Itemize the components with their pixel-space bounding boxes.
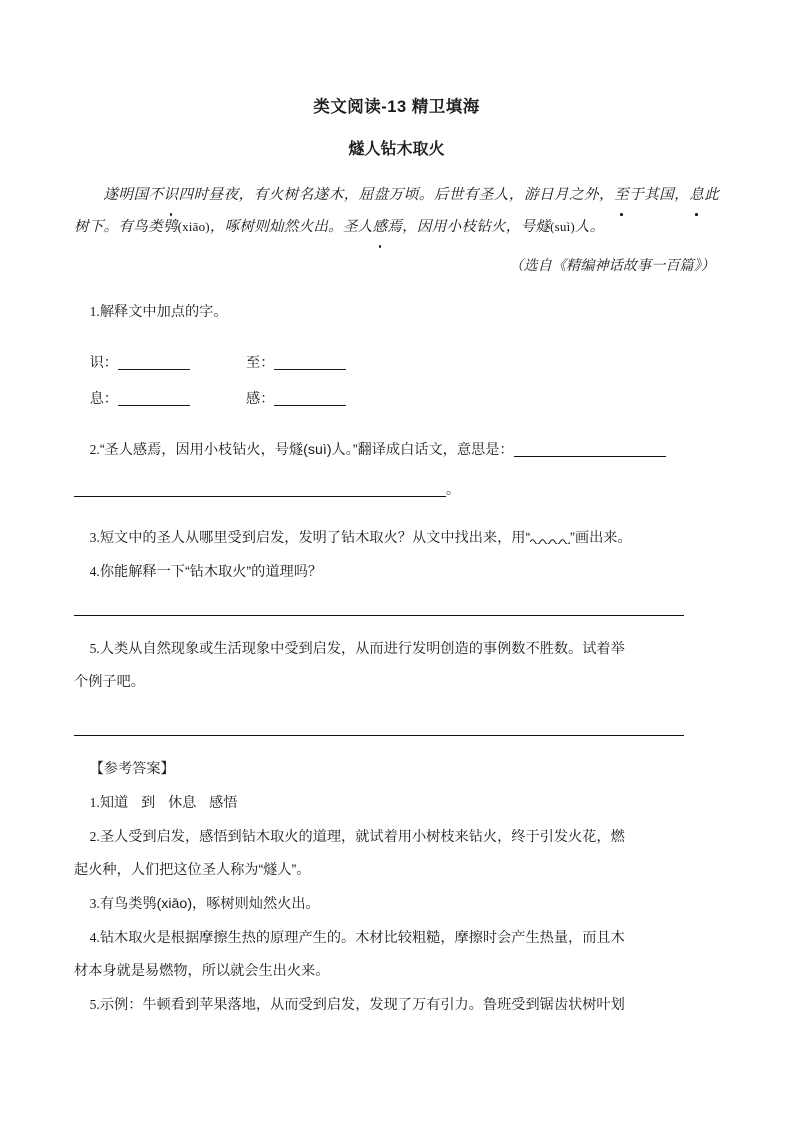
dotted-char-gan: 感 <box>373 211 388 243</box>
question-5-number: 5. <box>89 640 100 656</box>
dotted-char-zhi: 至 <box>614 179 629 211</box>
answer-4-line-2 <box>74 955 719 988</box>
question-2-end-punct: 。 <box>446 481 461 498</box>
answer-2-text-line-2: 起火种，人们把这位圣人称为“燧人”。 <box>74 861 311 878</box>
passage-segment-4: 此树下。有鸟类鸮 <box>74 186 720 235</box>
question-2-answer-line-2-row <box>74 467 719 505</box>
question-3 <box>74 521 719 555</box>
answer-4-line-1 <box>74 921 719 955</box>
blank-input-xi[interactable] <box>118 390 190 406</box>
blank-label-xi: 息： <box>89 390 118 407</box>
answer-1-item-3: 休息 <box>167 794 197 811</box>
answer-3-text: 有鸟类鸮(xiāo)，啄树则灿然火出。 <box>99 895 320 912</box>
answer-2-line-2 <box>74 854 719 887</box>
question-5-text-line-1: 人类从自然现象或生活现象中受到启发，从而进行发明创造的事例数不胜数。试着举 <box>99 640 625 657</box>
blank-label-zhi: 至： <box>246 354 275 371</box>
passage-segment-3: 于其国， <box>628 186 690 203</box>
question-2-number: 2. <box>89 441 100 457</box>
answer-3-number: 3. <box>89 895 100 911</box>
answer-1-number: 1. <box>89 794 100 810</box>
answer-blanks-row-2 <box>74 381 719 417</box>
answer-4-number: 4. <box>89 929 100 945</box>
blank-label-gan: 感： <box>246 390 275 407</box>
answer-2-number: 2. <box>89 828 100 844</box>
blank-input-shi[interactable] <box>118 354 190 370</box>
article-title: 燧人钻木取火 <box>348 140 445 158</box>
spacer <box>74 279 719 295</box>
question-1 <box>74 295 719 329</box>
blank-label-shi: 识： <box>89 354 118 371</box>
answer-2-line-1 <box>74 820 719 854</box>
question-2 <box>74 433 719 467</box>
answer-blanks-row-1 <box>74 345 719 381</box>
spacer <box>74 329 719 345</box>
pinyin-sui: (suì) <box>550 218 575 234</box>
answer-5-text-line-1: 示例：牛顿看到苹果落地，从而受到启发，发现了万有引力。鲁班受到锯齿状树叶划 <box>99 996 625 1013</box>
spacer <box>74 505 719 521</box>
spacer <box>74 736 719 752</box>
answer-1 <box>74 786 719 820</box>
passage-segment-1: 遂明国不 <box>103 186 164 203</box>
question-5-text-line-2: 个例子吧。 <box>74 673 145 690</box>
dotted-char-shi: 识 <box>164 179 179 211</box>
blank-input-gan[interactable] <box>274 390 346 406</box>
question-4 <box>74 555 719 589</box>
question-1-number: 1. <box>89 303 100 319</box>
spacer <box>74 417 719 433</box>
question-1-text: 解释文中加点的字。 <box>99 303 228 320</box>
dotted-char-xi: 息 <box>689 179 704 211</box>
answer-4-text-line-2: 材本身就是易燃物，所以就会生出火来。 <box>74 962 330 979</box>
question-3-number: 3. <box>89 529 100 545</box>
blank-input-zhi[interactable] <box>274 354 346 370</box>
passage-segment-6: 焉，因用小枝钻火，号燧 <box>387 218 551 235</box>
answer-1-item-4: 感悟 <box>209 794 238 811</box>
answer-4-text-line-1: 钻木取火是根据摩擦生热的原理产生的。木材比较粗糙，摩擦时会产生热量，而且木 <box>99 929 625 946</box>
question-3-text-before: 短文中的圣人从哪里受到启发，发明了钻木取火？从文中找出来，用“ <box>99 529 531 546</box>
question-3-text-after: ”画出来。 <box>570 529 632 546</box>
pinyin-xiao: (xiāo) <box>177 218 210 234</box>
question-2-answer-line-2[interactable] <box>74 482 446 497</box>
answer-2-text-line-1: 圣人受到启发，感悟到钻木取火的道理，就试着用小树枝来钻火，终于引发火花，燃 <box>99 828 625 845</box>
answer-3 <box>74 887 719 921</box>
passage-segment-5: ，啄树则灿然火出。圣人 <box>209 218 373 235</box>
page-title: 类文阅读-13 精卫填海 <box>313 98 480 116</box>
answer-1-item-2: 到 <box>140 794 156 811</box>
answer-1-item-1: 知道 <box>99 794 129 811</box>
wavy-underline-icon <box>530 524 570 533</box>
spacer <box>74 589 719 615</box>
question-5-line-1 <box>74 632 719 666</box>
question-5-line-2 <box>74 666 719 699</box>
passage-segment-7: 人。 <box>574 218 605 235</box>
answers-heading-text: 【参考答案】 <box>89 760 175 777</box>
passage-segment-2: 四时昼夜，有火树名遂木，屈盘万顷。后世有圣人，游日月之外， <box>178 186 615 203</box>
passage-source: （选自《精编神话故事一百篇》） <box>509 257 715 274</box>
answer-5-line-1 <box>74 988 719 1022</box>
question-2-text: “圣人感焉，因用小枝钻火，号燧(suì)人。”翻译成白话文，意思是： <box>99 441 514 458</box>
question-2-answer-line-1[interactable] <box>514 442 666 457</box>
question-4-number: 4. <box>89 563 100 579</box>
spacer <box>74 699 719 735</box>
answers-heading <box>74 752 719 786</box>
question-4-text: 你能解释一下“钻木取火”的道理吗？ <box>99 563 323 580</box>
classical-passage <box>74 159 719 243</box>
spacer <box>74 616 719 632</box>
answer-5-number: 5. <box>89 996 100 1012</box>
